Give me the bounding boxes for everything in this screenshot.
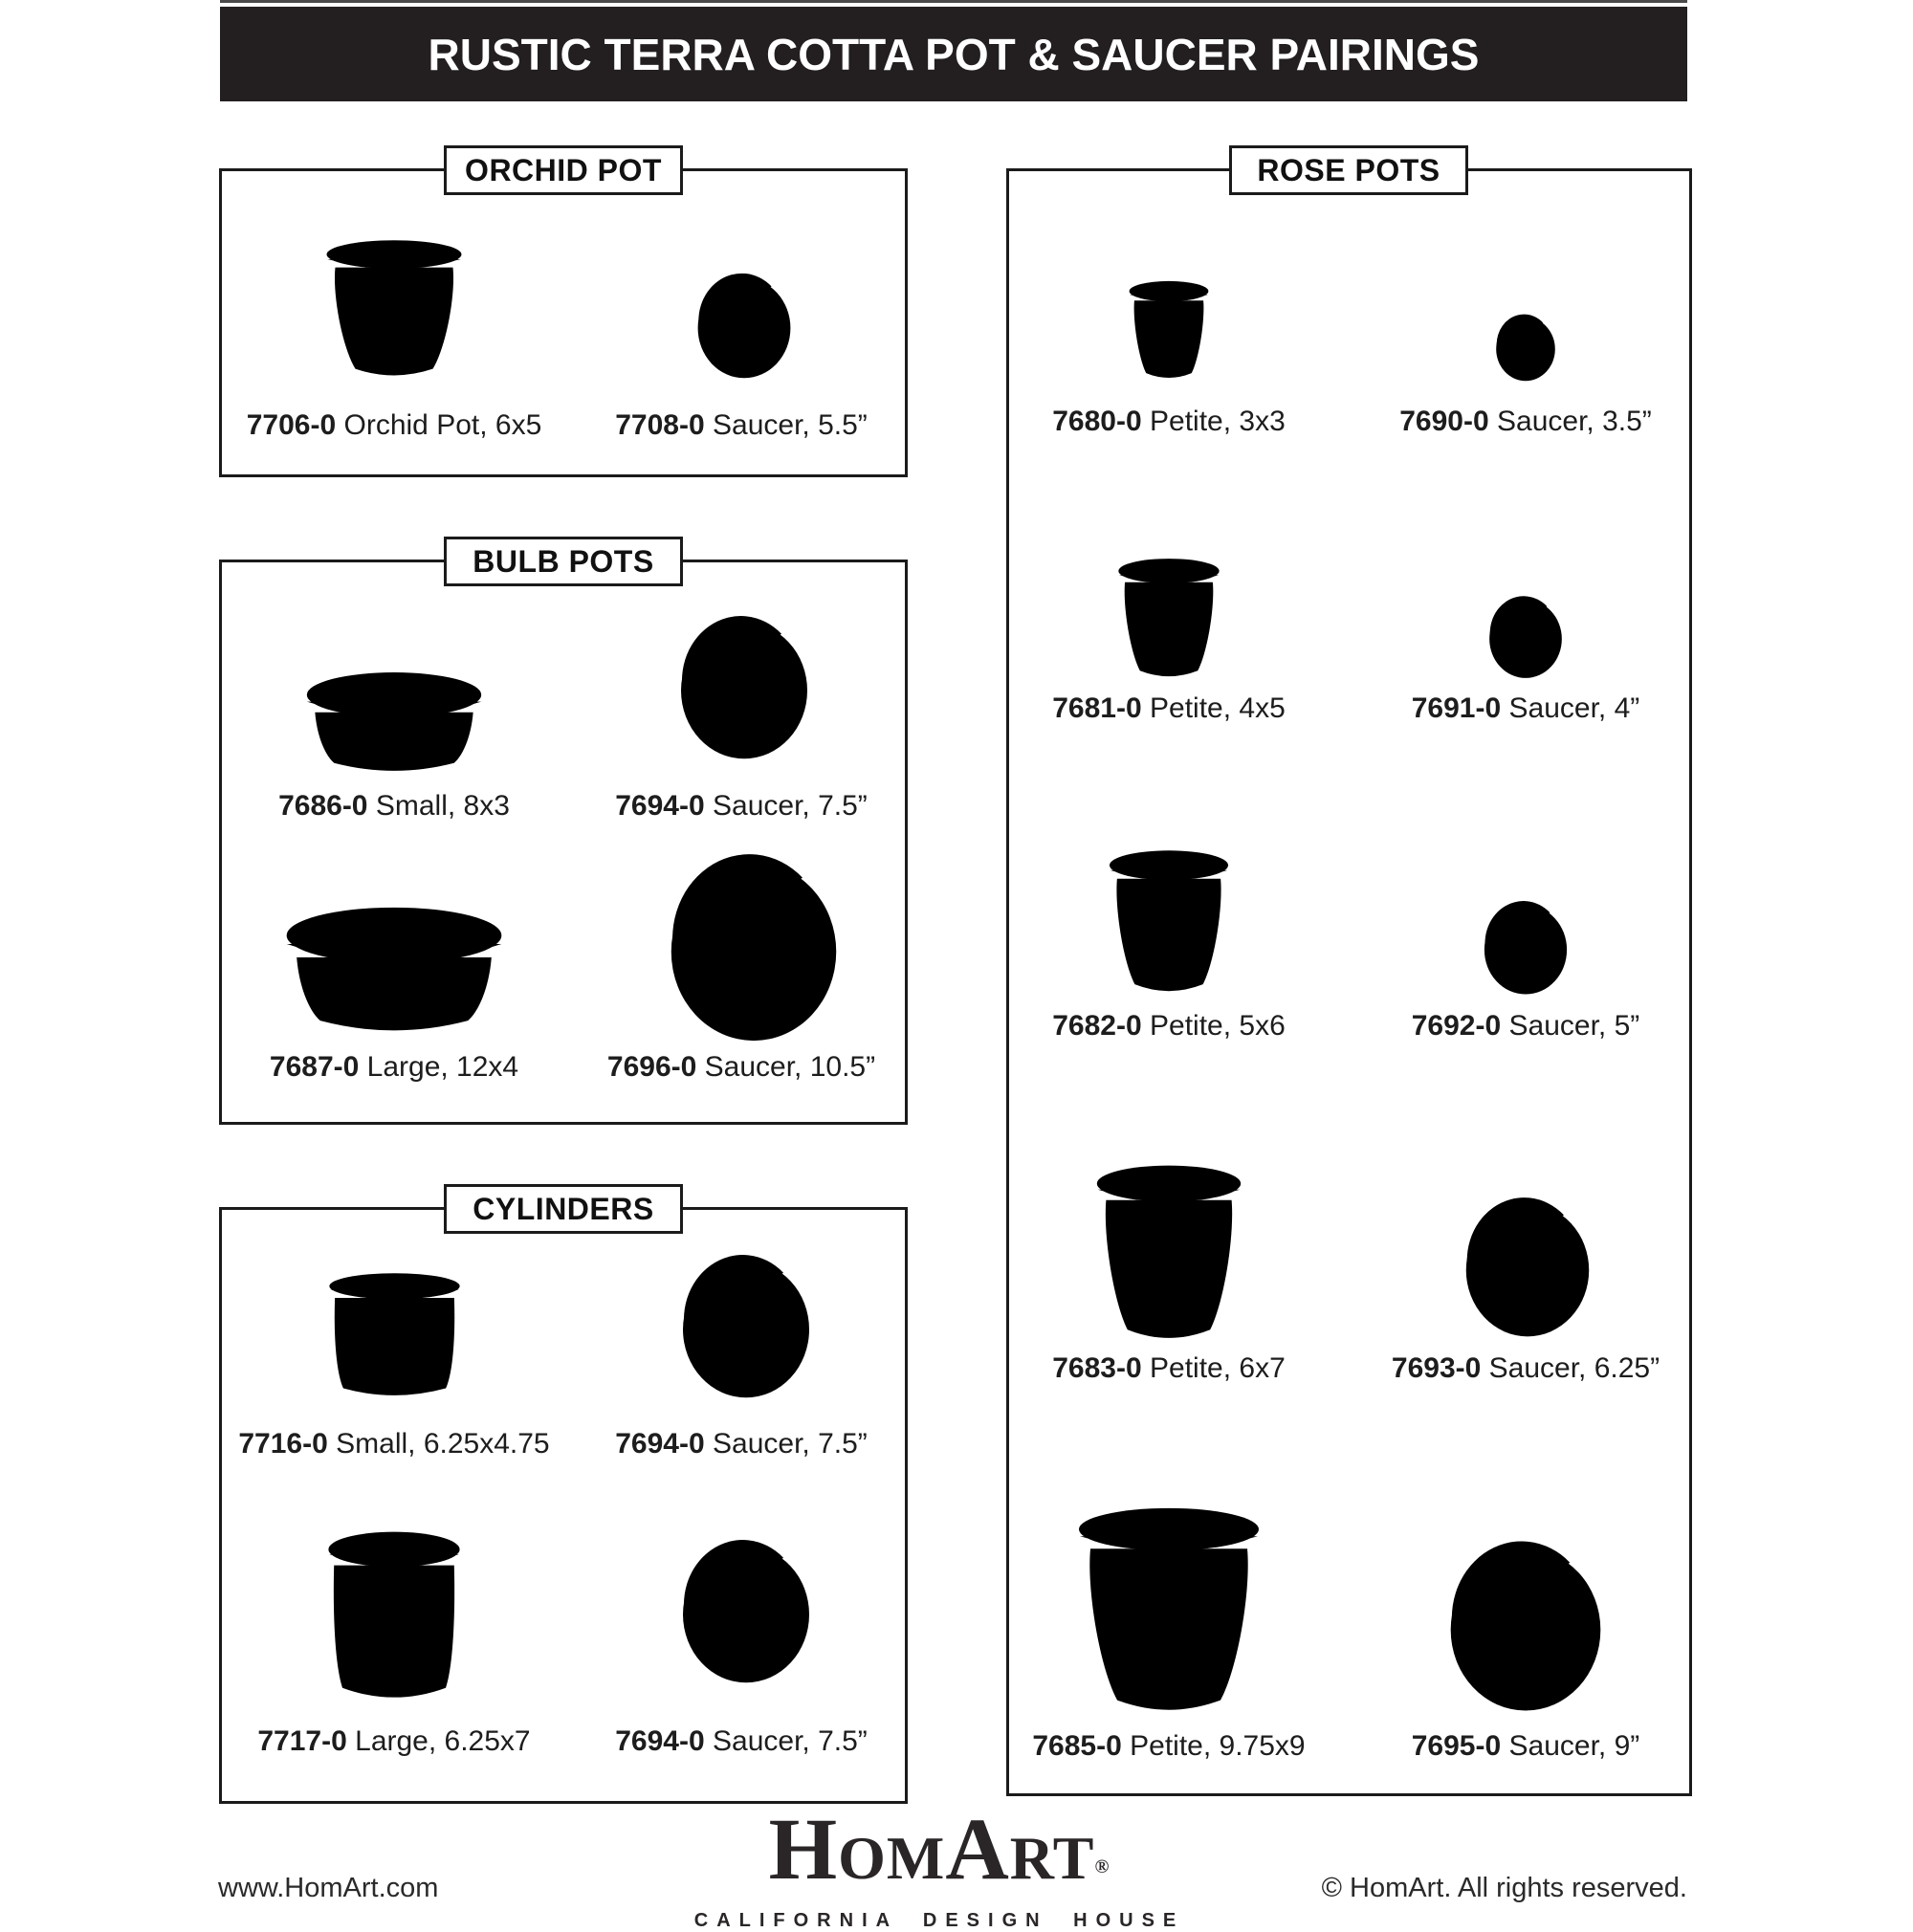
product-sku: 7694-0 (615, 1725, 705, 1757)
product-label (569, 790, 913, 823)
product-desc: Large, 12x4 (366, 1051, 519, 1083)
product-desc: Petite, 9.75x9 (1130, 1730, 1306, 1762)
product-label (569, 1051, 913, 1084)
product-desc: Orchid Pot, 6x5 (343, 409, 542, 441)
product-sku: 7717-0 (257, 1725, 347, 1757)
rose-pot-drawing (1092, 1164, 1245, 1345)
product-desc: Petite, 6x7 (1150, 1352, 1286, 1384)
homart-logo (652, 1800, 1226, 1932)
saucer-drawing (1458, 1200, 1597, 1340)
saucer-drawing (660, 858, 847, 1045)
product-label (997, 1010, 1341, 1043)
cylinder-large-drawing (324, 1530, 464, 1705)
saucer-drawing (1484, 598, 1567, 680)
product-label (997, 692, 1341, 725)
saucer-drawing (674, 1258, 818, 1401)
product-desc: Saucer, 10.5” (704, 1051, 876, 1083)
saucer-drawing (1492, 316, 1559, 383)
product-desc: Saucer, 7.5” (713, 1725, 868, 1757)
cylinder-small-drawing (325, 1272, 464, 1401)
saucer-drawing (1440, 1545, 1611, 1715)
product-sku: 7681-0 (1052, 692, 1142, 724)
product-sku: 7683-0 (1052, 1352, 1142, 1384)
product-desc: Saucer, 7.5” (713, 790, 868, 822)
rose-pot-drawing (1115, 558, 1222, 681)
section-header-bulb-pots: BULB POTS (444, 537, 683, 586)
product-sku: 7695-0 (1411, 1730, 1502, 1762)
product-label (1353, 1010, 1698, 1043)
bulb-pot-large-drawing (282, 904, 506, 1038)
product-label (997, 1730, 1341, 1763)
product-label (222, 790, 566, 823)
product-label (1353, 1730, 1698, 1763)
product-label (1353, 406, 1698, 438)
product-label (569, 1428, 913, 1460)
product-label (222, 1725, 566, 1758)
product-desc: Saucer, 6.25” (1488, 1352, 1660, 1384)
product-sku: 7708-0 (615, 409, 705, 441)
product-desc: Saucer, 3.5” (1497, 406, 1652, 437)
section-header-rose-pots: ROSE POTS (1229, 145, 1468, 195)
product-sku: 7694-0 (615, 790, 705, 822)
product-sku: 7696-0 (606, 1051, 697, 1083)
product-sku: 7693-0 (1391, 1352, 1482, 1384)
product-desc: Small, 6.25x4.75 (336, 1428, 550, 1460)
product-sku: 7692-0 (1411, 1010, 1502, 1042)
product-sku: 7686-0 (278, 790, 368, 822)
product-sku: 7691-0 (1411, 692, 1502, 724)
saucer-drawing (672, 619, 816, 762)
product-label (997, 406, 1341, 438)
product-desc: Petite, 5x6 (1150, 1010, 1286, 1042)
saucer-drawing (674, 1543, 818, 1686)
product-label (1353, 1352, 1698, 1385)
section-header-cylinders: CYLINDERS (444, 1184, 683, 1234)
product-sku: 7680-0 (1052, 406, 1142, 437)
product-sku: 7685-0 (1032, 1730, 1122, 1762)
product-sku: 7687-0 (269, 1051, 360, 1083)
copyright-text: © HomArt. All rights reserved. (1321, 1873, 1687, 1903)
product-label (222, 1051, 566, 1084)
product-label (569, 1725, 913, 1758)
rose-pot-drawing (1127, 280, 1211, 382)
product-desc: Small, 8x3 (375, 790, 510, 822)
saucer-drawing (1479, 903, 1572, 997)
product-label (1353, 692, 1698, 725)
product-desc: Saucer, 4” (1508, 692, 1640, 724)
website-link: www.HomArt.com (218, 1873, 439, 1903)
product-sku: 7682-0 (1052, 1010, 1142, 1042)
product-desc: Large, 6.25x7 (355, 1725, 531, 1757)
page-top-rule (220, 0, 1687, 3)
product-desc: Petite, 3x3 (1150, 406, 1286, 437)
product-desc: Saucer, 9” (1508, 1730, 1640, 1762)
rose-pot-drawing (1073, 1506, 1264, 1718)
homart-logo-tagline: CALIFORNIA DESIGN HOUSE (693, 1910, 1185, 1931)
product-label (222, 409, 566, 442)
product-sku: 7706-0 (246, 409, 337, 441)
product-desc: Saucer, 5.5” (713, 409, 868, 441)
registered-mark: ® (1094, 1856, 1110, 1877)
product-sku: 7690-0 (1399, 406, 1489, 437)
product-sku: 7694-0 (615, 1428, 705, 1460)
product-sku: 7716-0 (238, 1428, 328, 1460)
homart-logo-text: HomArt® (768, 1800, 1110, 1898)
saucer-drawing (692, 275, 797, 381)
page-title: RUSTIC TERRA COTTA POT & SAUCER PAIRINGS (220, 7, 1687, 101)
rose-pot-drawing (1106, 849, 1232, 997)
product-desc: Petite, 4x5 (1150, 692, 1286, 724)
product-label (222, 1428, 566, 1460)
product-desc: Saucer, 5” (1508, 1010, 1640, 1042)
product-label (997, 1352, 1341, 1385)
orchid-pot-drawing (322, 239, 466, 381)
section-header-orchid-pot: ORCHID POT (444, 145, 683, 195)
product-desc: Saucer, 7.5” (713, 1428, 868, 1460)
bulb-pot-small-drawing (303, 670, 485, 777)
product-label (569, 409, 913, 442)
